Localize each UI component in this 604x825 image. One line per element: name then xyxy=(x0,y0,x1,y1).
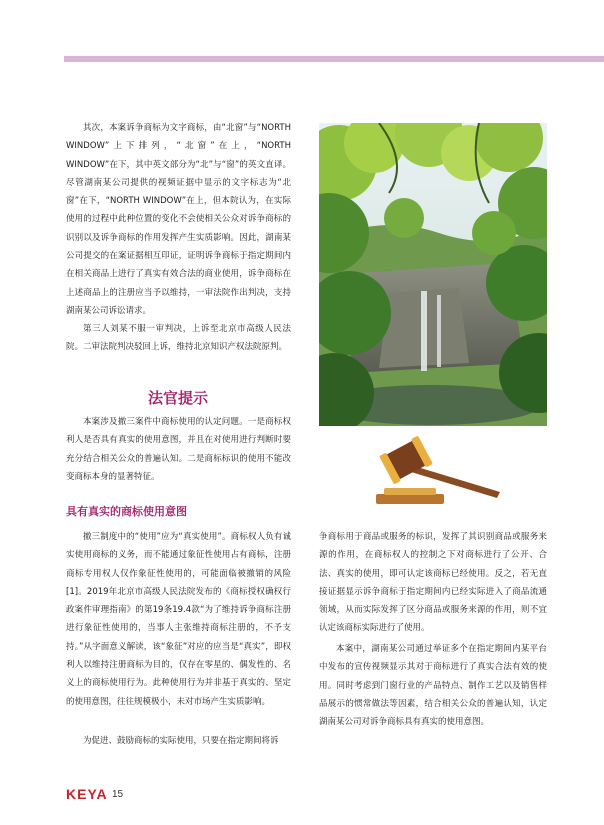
header-decoration-bar xyxy=(64,56,604,62)
paragraph-evidence-analysis: 其次，本案诉争商标为文字商标，由“北窗”与“NORTH WINDOW”上下排列，“北窗”在上，“NORTH WINDOW”在下，其中英文部分为“北”与“窗”的英文直译。尽管湖南某公司提供的视频证据中显示的文字标志为“北窗”在下，“NORTH WINDOW”在上，但本院认为，在实际使用的过程中此种位置的变化不会使相关公众对诉争商标的识别以及诉争商标的作用发挥产生实质影响。因此，湖南某公司提交的在案证据相互印证，证明诉争商标于指定期间内在相关商品上进行了真实有效合法的商业使用，诉争商标在上述商品上的注册应当予以维持，一审法院作出判决，支持湖南某公司诉讼请求。 xyxy=(66,123,300,316)
section-title: 法官提示 xyxy=(147,389,208,407)
paragraph-use-definition: 争商标用于商品或服务的标识，发挥了其识别商品或服务来源的作用，在商标权人的控制之下对商标进行了公开、合法、真实的使用，即可认定该商标已经使用。反之，若无直接证据显示诉争商标于指定期间内已经实际进入了商品流通领域，从而实际发挥了区分商品或服务来源的作用，则不宜认定该商标实际进行了使用。 xyxy=(319,532,547,634)
forest-waterfall-photo xyxy=(319,123,547,426)
paragraph-appeal-result: 第三人刘某不服一审判决，上诉至北京市高级人民法院。二审法院判决驳回上诉，维持北京知识产权法院原判。 xyxy=(66,324,291,353)
paragraph-case-finding: 本案中，湖南某公司通过举证多个在指定期间内某平台中发布的宣传视频显示其对于商标进行了真实合法有效的使用。同时考虑到门窗行业的产品特点、制作工艺以及销售样品展示的惯常做法等因素，结合相关公众的普遍认知，认定湖南某公司对诉争商标具有真实的使用意图。 xyxy=(319,644,547,728)
paragraph-encourage-use: 为促进、鼓励商标的实际使用，只要在指定期间将诉 xyxy=(83,736,279,746)
paragraph-genuine-use: 撤三制度中的“使用”应为“真实使用”。商标权人负有诚实使用商标的义务，而不能通过象征性使用占有商标，注册商标专用权人仅作象征性使用的，可能面临被撤销的风险[1]。2019年北京市高级人民法院发布的《商标授权确权行政案件审理指南》的第19条19.4款“为了维持诉争商标注册进行象征性使用的，当事人主张维持商标注册的，不予支持。”从字面意义解读，该“象征”对应的应当是“真实”，即权利人以维持注册商标为目的，仅存在零星的、偶发性的、名义上的商标使用行为。此种使用行为并非基于真实的、坚定的使用意图，往往规模极小，未对市场产生实质影响。 xyxy=(66,532,291,707)
brand-logo: KEYA xyxy=(66,786,108,802)
page-number: 15 xyxy=(112,789,124,800)
judge-gavel-icon xyxy=(372,436,504,512)
paragraph-judge-tips: 本案涉及撤三案件中商标使用的认定问题。一是商标权利人是否具有真实的使用意图，并且在对使用进行判断时要充分结合相关公众的普遍认知。二是商标标识的使用不能改变商标本身的显著特征。 xyxy=(66,417,291,482)
sub-heading: 具有真实的商标使用意图 xyxy=(66,505,187,518)
